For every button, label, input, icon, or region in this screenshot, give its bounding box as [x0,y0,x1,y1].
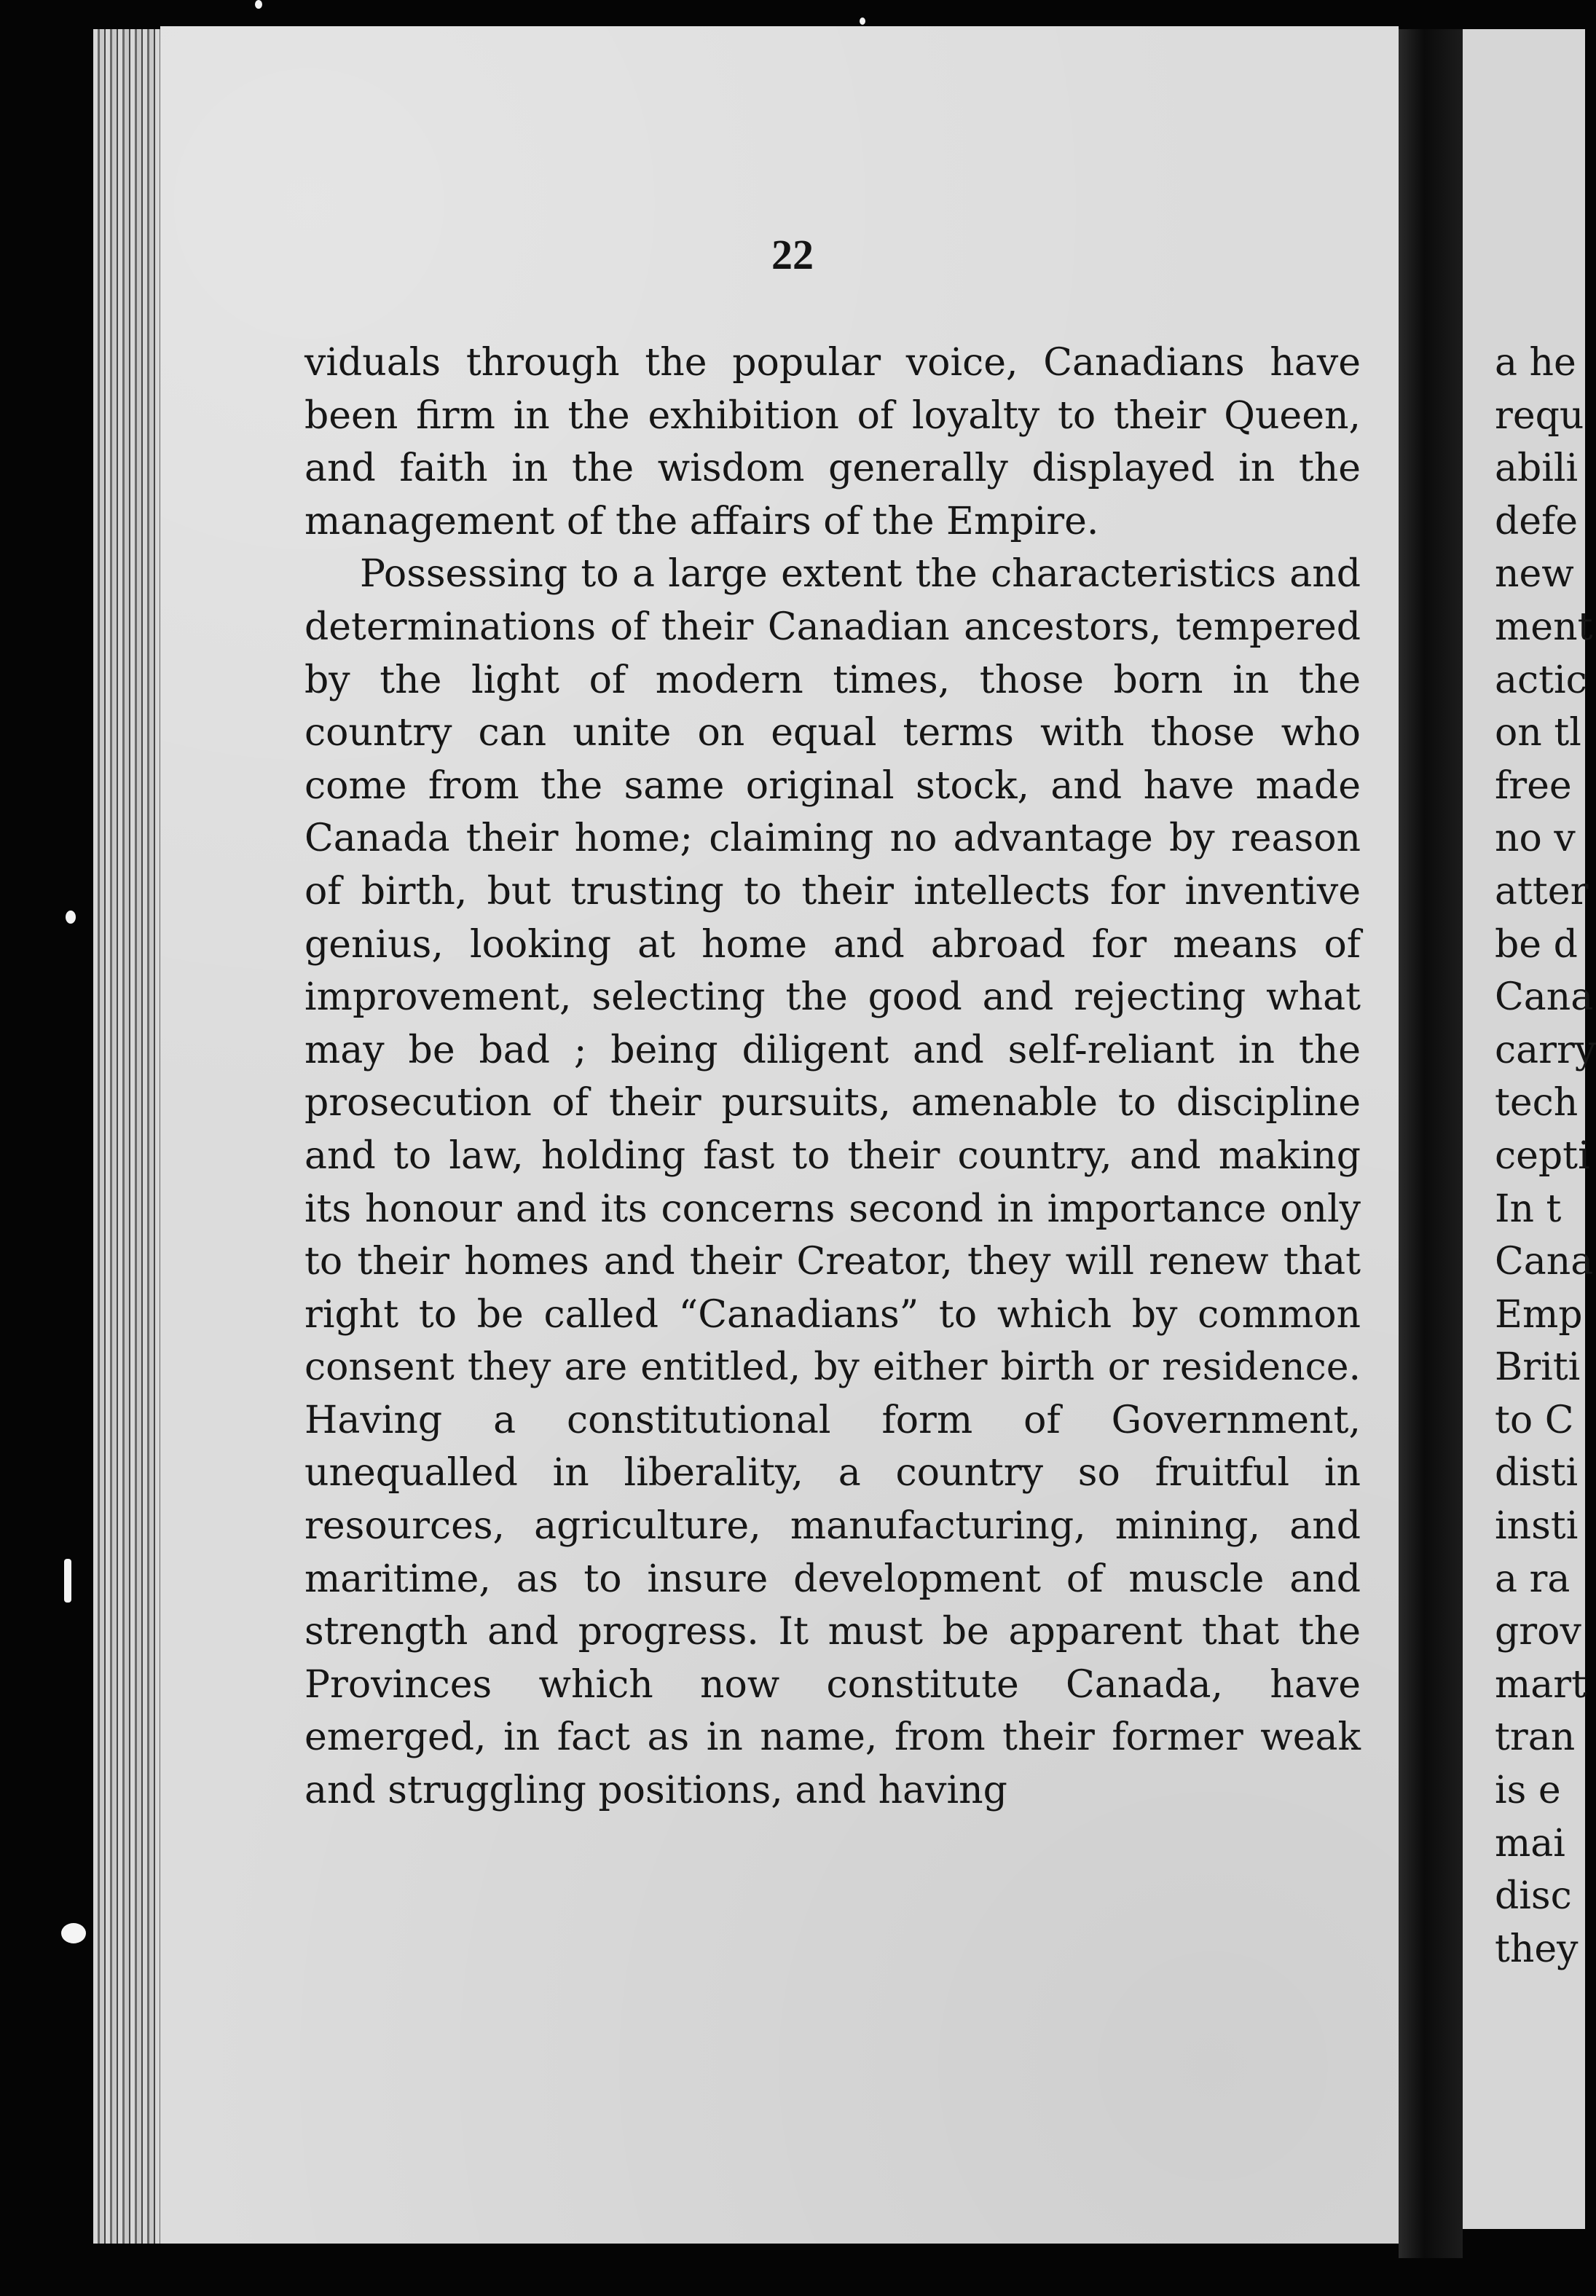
right-page-line: tran [1495,1715,1576,1760]
body-text [304,337,1361,1817]
right-page-line: Cana [1495,975,1594,1020]
right-page-line: abili [1495,447,1579,491]
right-page-line: carry [1495,1028,1596,1072]
right-page-line: actic [1495,658,1587,702]
scan-speck [860,17,865,25]
paragraph-continued: viduals through the popular voice, Canadians have been firm in the exhibition of loyalty to their Queen, and faith in the wisdom generally displayed in the management of the affairs of the Empire. [304,341,1361,543]
paragraph: Possessing to a large extent the characteristics and determinations of their Canadian ancestors, tempered by the light of modern times, those born in the country can unite on equal terms with those who come from the same original stock, and have made Canada their home; claiming no advantage by reason of birth, but trusting to their intellects for inventive genius, looking at home and abroad for means of improvement, selecting the good and rejecting what may be bad ; being diligent and self-reliant in the prosecution of their pursuits, amenable to discipline and to law, holding fast to their country, and making its honour and its concerns second in importance only to their homes and their Creator, they will renew that right to be called “Canadians” to which by common consent they are entitled, by either birth or residence. Having a constitutional form of Government, unequalled in liberality, a country so fruitful in resources, agriculture, manufacturing, mining, and maritime, as to insure development of muscle and strength and progress. It must be apparent that the Provinces which now constitute Canada, have emerged, in fact as in name, from their former weak and struggling positions, and having [304,552,1361,1813]
right-page-line: Emp [1495,1292,1583,1337]
right-page-line: disc [1495,1874,1572,1919]
right-page-line: mart [1495,1662,1587,1707]
right-page-line: be d [1495,922,1578,967]
right-page-line: mai [1495,1821,1565,1866]
right-page-line: new [1495,552,1574,597]
right-page-text-fragments [1495,337,1596,1975]
page-number: 22 [771,231,814,278]
right-page-line: disti [1495,1451,1579,1495]
right-page-line: is e [1495,1769,1561,1813]
right-page-line: grov [1495,1610,1581,1654]
right-page-line: requ [1495,393,1584,438]
scan-speck [66,911,76,924]
scan-speck [255,0,262,9]
right-page-line: atter [1495,869,1589,913]
right-page-line: In t [1495,1187,1562,1231]
right-page-line: Briti [1495,1345,1581,1390]
scan-speck [64,1559,71,1603]
book-gutter [1399,29,1463,2258]
right-page-line: a he [1495,341,1576,385]
scan-speck [61,1923,86,1943]
right-page-line: Cana [1495,1240,1594,1284]
right-page-line: free [1495,763,1572,808]
right-page-line: insti [1495,1504,1579,1549]
right-page-line: a ra [1495,1557,1571,1601]
right-page-line: tech [1495,1081,1579,1125]
right-page-line: no v [1495,817,1576,861]
right-page-line: ment [1495,605,1593,649]
right-page-line: to C [1495,1398,1574,1442]
right-page-line: defe [1495,499,1579,543]
right-page-line: on tl [1495,711,1581,755]
right-page-line: they [1495,1927,1579,1971]
right-page-line: cepti [1495,1133,1590,1178]
